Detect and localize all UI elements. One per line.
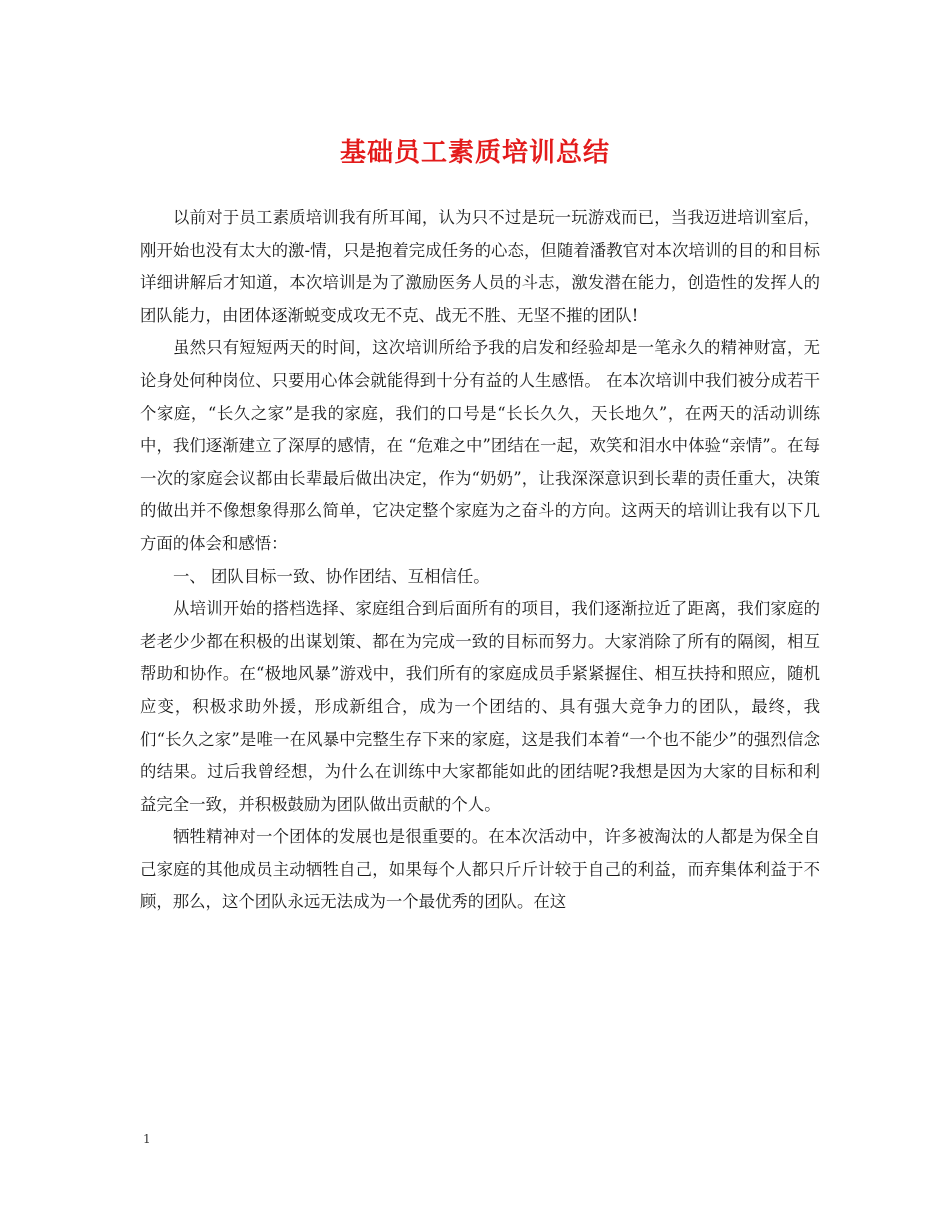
document-body <box>140 202 820 919</box>
paragraph-sacrifice: 牺牲精神对一个团体的发展也是很重要的。在本次活动中，许多被淘汰的人都是为保全自己家庭的其他成员主动牺牲自己，如果每个人都只斤斤计较于自己的利益，而弃集体利益于不顾，那么，这个团队永远无法成为一个最优秀的团队。在这 <box>140 827 820 912</box>
paragraph-teamwork: 从培训开始的搭档选择、家庭组合到后面所有的项目，我们逐渐拉近了距离，我们家庭的老老少少都在积极的出谋划策、都在为完成一致的目标而努力。大家消除了所有的隔阂，相互帮助和协作。在“极地风暴”游戏中，我们所有的家庭成员手紧紧握住、相互扶持和照应，随机应变，积极求助外援，形成新组合，成为一个团结的、具有强大竞争力的团队，最终，我们“长久之家”是唯一在风暴中完整生存下来的家庭，这是我们本着“一个也不能少”的强烈信念的结果。过后我曾经想，为什么在训练中大家都能如此的团结呢?我想是因为大家的目标和利益完全一致，并积极鼓励为团队做出贡献的个人。 <box>140 599 820 814</box>
paragraph-experience: 虽然只有短短两天的时间，这次培训所给予我的启发和经验却是一笔永久的精神财富，无论身处何种岗位、只要用心体会就能得到十分有益的人生感悟。 在本次培训中我们被分成若干个家庭，“长久之家”是我的家庭，我们的口号是“长长久久，天长地久”，在两天的活动训练中，我们逐渐建立了深厚的感情，在 “危难之中”团结在一起，欢笑和泪水中体验“亲情”。在每一次的家庭会议都由长辈最后做出决定，作为“奶奶”，让我深深意识到长辈的责任重大，决策的做出并不像想象得那么简单，它决定整个家庭为之奋斗的方向。这两天的培训让我有以下几方面的体会和感悟： <box>140 338 820 553</box>
section-heading-1: 一、 团队目标一致、协作团结、互相信任。 <box>173 566 490 586</box>
document-title: 基础员工素质培训总结 <box>339 138 610 168</box>
paragraph-intro: 以前对于员工素质培训我有所耳闻，认为只不过是玩一玩游戏而已，当我迈进培训室后，刚开始也没有太大的激-情，只是抱着完成任务的心态，但随着潘教官对本次培训的目的和目标详细讲解后才知道，本次培训是为了激励医务人员的斗志，激发潜在能力，创造性的发挥人的团队能力，由团体逐渐蜕变成攻无不克、战无不胜、无坚不摧的团队! <box>140 208 820 325</box>
page-number: 1 <box>143 1132 151 1146</box>
